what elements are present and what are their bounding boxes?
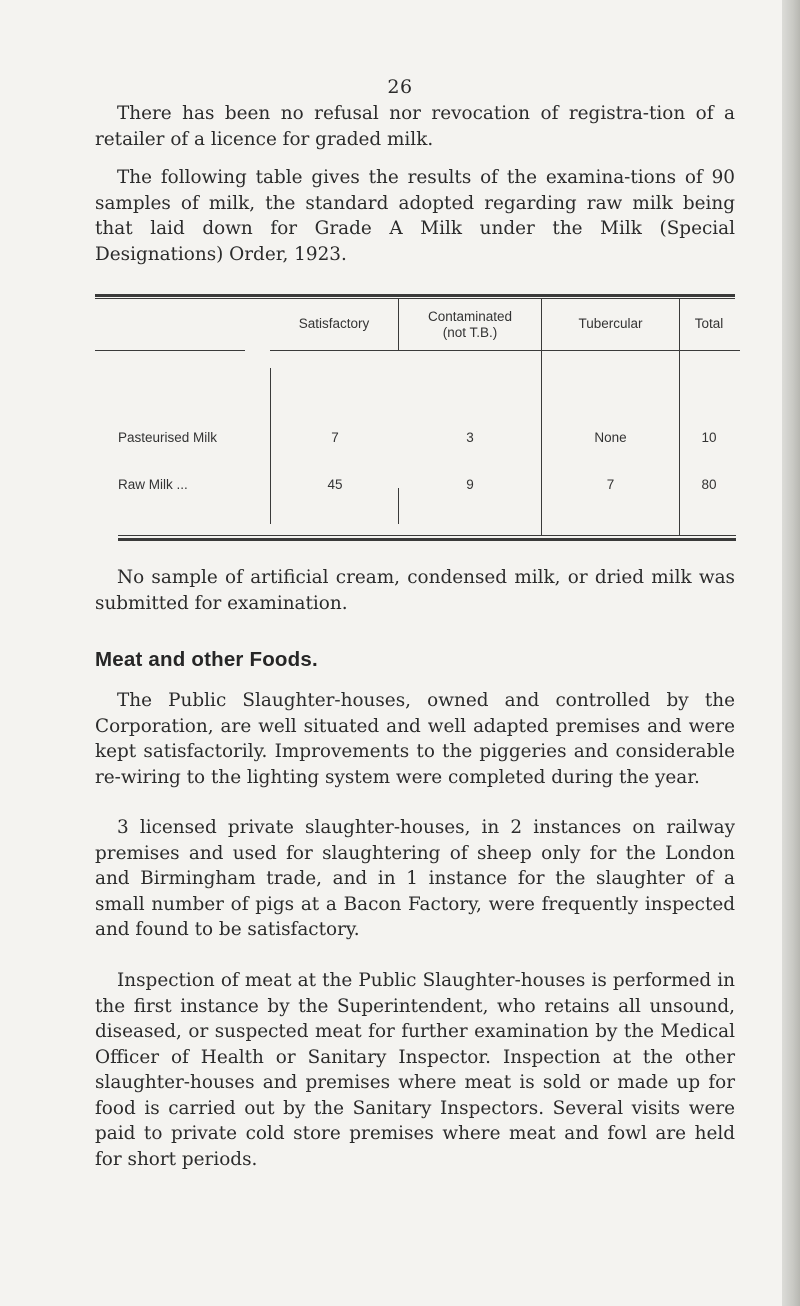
table-top-rule-thin [95,298,735,299]
header-underline [270,350,740,351]
paragraph-slaughter-houses: The Public Slaughter-houses, owned and controlled by the Corporation, are well situated and well adapted premises and were kept satisfactorily. Improvements to the piggeries and considerable re-wiring to the lighting system were completed during the year. [95,690,735,788]
column-divider [270,368,271,524]
header-total: Total [694,316,724,331]
header-satisfactory: Satisfactory [298,316,370,331]
table-bottom-rule [118,538,736,541]
cell-pasteurised-contaminated: 3 [466,430,474,445]
column-divider [541,298,542,535]
row-label-raw: Raw Milk ... [118,477,188,492]
column-divider [398,488,399,524]
cell-raw-total: 80 [701,477,717,492]
paragraph-table-intro: The following table gives the results of the examina-tions of 90 samples of milk, the standard adopted regarding raw milk being that laid down for Grade A Milk under the Milk (Special Designations) Order, 1923. [95,167,735,265]
column-divider [398,298,399,350]
row-label-pasteurised: Pasteurised Milk [118,430,218,445]
header-underline [95,350,245,351]
paragraph-registration: There has been no refusal nor revocation of registra-tion of a retailer of a licence for graded milk. [95,103,735,150]
page-edge-shadow [782,0,800,1306]
paragraph-inspection: Inspection of meat at the Public Slaughter-houses is performed in the first instance by the Superintendent, who retains all unsound, diseased, or suspected meat for further examination by the Medical Officer of Health or Sanitary Inspector. Inspection at the other slaughter-houses and premises where meat is sold or made up for food is carried out by the Sanitary Inspectors. Several visits were paid to private cold store premises where meat and fowl are held for short periods. [95,970,735,1170]
header-tubercular: Tubercular [578,316,643,331]
header-contaminated: Contaminated [427,309,513,324]
page-number: 26 [387,76,413,98]
table-top-rule [95,294,735,297]
table-bottom-rule-thin [118,535,736,536]
column-divider [679,298,680,535]
section-heading-meat: Meat and other Foods. [95,648,318,671]
cell-raw-satisfactory: 45 [327,477,343,492]
cell-pasteurised-tubercular: None [594,430,627,445]
paragraph-licensed-private: 3 licensed private slaughter-houses, in 2 instances on railway premises and used for slaughtering of sheep only for the London and Birmingham trade, and in 1 instance for the slaughter of a small number of pigs at a Bacon Factory, were frequently inspected and found to be satisfactory. [95,817,735,940]
cell-raw-tubercular: 7 [606,477,615,492]
cell-pasteurised-total: 10 [701,430,717,445]
cell-pasteurised-satisfactory: 7 [331,430,339,445]
header-contaminated-note: (not T.B.) [442,325,498,340]
cell-raw-contaminated: 9 [466,477,474,492]
paragraph-no-sample: No sample of artificial cream, condensed milk, or dried milk was submitted for examination. [95,567,735,614]
